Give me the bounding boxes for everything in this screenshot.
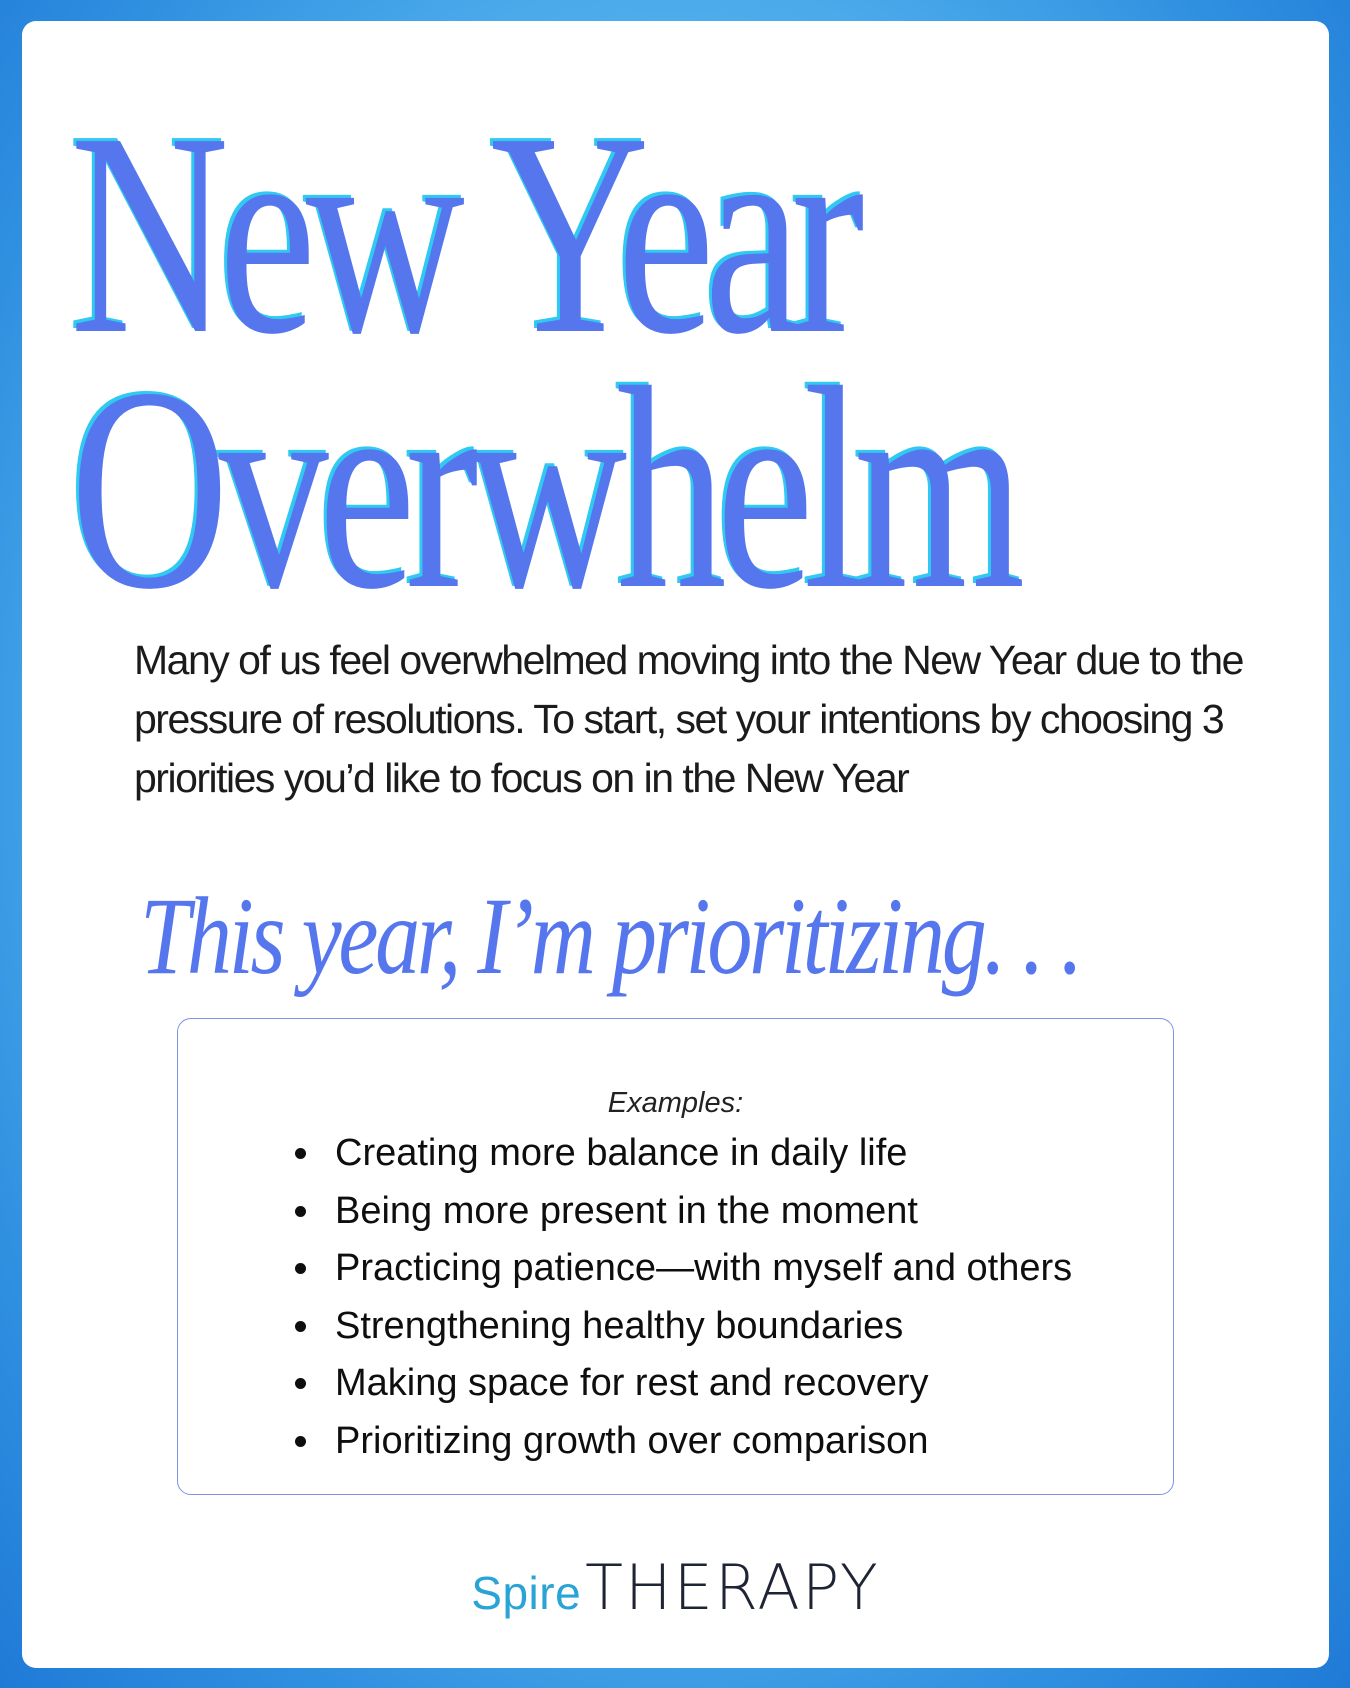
logo-spire-text: Spire [471, 1567, 582, 1619]
bullet-icon [295, 1321, 306, 1332]
prioritizing-subhead: This year, I’m prioritizing. . . [140, 875, 1080, 997]
examples-label: Examples: [607, 1087, 744, 1119]
logo-therapy-text: THERAPY [585, 1551, 880, 1624]
bullet-icon [295, 1263, 306, 1274]
list-item [293, 1355, 1072, 1413]
examples-box [177, 1018, 1174, 1495]
example-text: Making space for rest and recovery [335, 1362, 929, 1404]
spire-therapy-logo [22, 1551, 1329, 1624]
example-text: Strengthening healthy boundaries [335, 1304, 904, 1347]
bullet-icon [295, 1206, 306, 1217]
list-item [293, 1183, 1072, 1241]
bullet-icon [295, 1148, 306, 1159]
list-item [293, 1413, 1072, 1471]
example-text: Prioritizing growth over comparison [335, 1419, 929, 1462]
bullet-icon [295, 1378, 306, 1389]
bullet-icon [295, 1436, 306, 1447]
title-line-1: New Year [70, 73, 855, 394]
example-text: Practicing patience—with myself and others [335, 1247, 1073, 1289]
list-item [293, 1298, 1072, 1356]
examples-list [293, 1125, 1072, 1470]
intro-paragraph: Many of us feel overwhelmed moving into the New Year due to the pressure of resolutions. To start, set your intentions by choosing 3 priorities you’d like to focus on in the New Year [134, 637, 1243, 801]
poster-card [22, 21, 1329, 1668]
list-item [293, 1240, 1072, 1298]
example-text: Being more present in the moment [335, 1189, 918, 1232]
list-item [293, 1125, 1072, 1183]
title-line-2: Overwhelm [70, 328, 1015, 649]
example-text: Creating more balance in daily life [335, 1132, 908, 1174]
poster-title [70, 73, 1015, 649]
